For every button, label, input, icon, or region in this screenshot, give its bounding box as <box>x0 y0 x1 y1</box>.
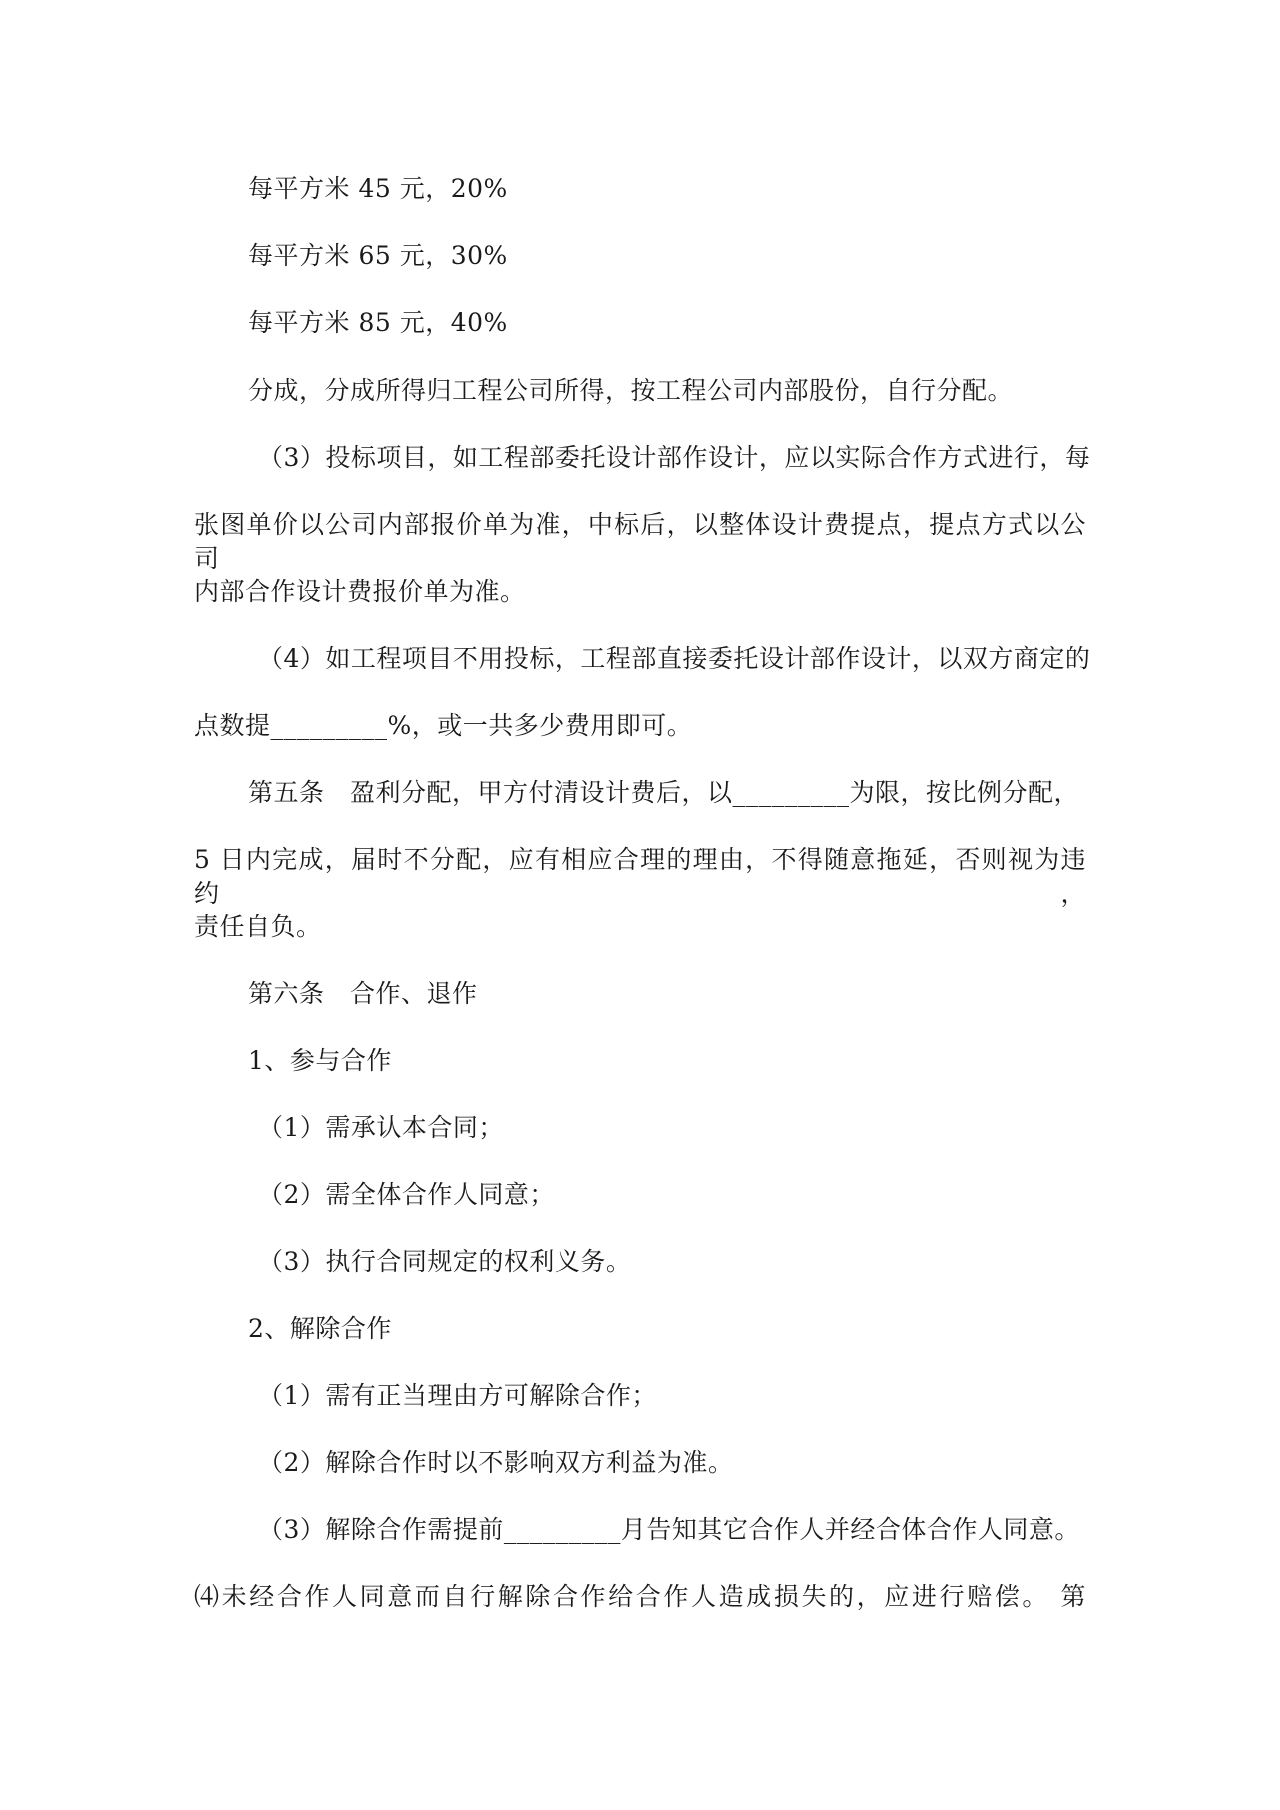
section-join-heading: 1、参与合作 <box>248 1046 392 1075</box>
join-item-1: （1）需承认本合同； <box>258 1113 504 1142</box>
article-5-line-2: 5 日内完成，届时不分配，应有相应合理的理由，不得随意拖延，否则视为违约， <box>194 845 1086 908</box>
article-5-line-1: 第五条 盈利分配，甲方付清设计费后，以_________为限，按比例分配， <box>248 778 1080 807</box>
exit-item-3: （3）解除合作需提前_________月告知其它合作人并经合体合作人同意。 <box>258 1515 1080 1544</box>
clause-3-line-1: （3）投标项目，如工程部委托设计部作设计，应以实际合作方式进行，每 <box>258 443 1091 472</box>
section-exit-heading: 2、解除合作 <box>248 1314 392 1343</box>
join-item-3: （3）执行合同规定的权利义务。 <box>258 1247 632 1276</box>
clause-4-line-2: 点数提_________%，或一共多少费用即可。 <box>194 711 693 740</box>
price-line-85: 每平方米 85 元，40% <box>248 308 508 337</box>
clause-3-line-3: 内部合作设计费报价单为准。 <box>194 577 526 606</box>
profit-share-paragraph: 分成，分成所得归工程公司所得，按工程公司内部股份，自行分配。 <box>248 376 1014 405</box>
join-item-2: （2）需全体合作人同意； <box>258 1180 555 1209</box>
exit-item-1: （1）需有正当理由方可解除合作； <box>258 1381 657 1410</box>
price-line-65: 每平方米 65 元，30% <box>248 241 508 270</box>
article-6-heading: 第六条 合作、退作 <box>248 979 478 1008</box>
clause-4-line-1: （4）如工程项目不用投标，工程部直接委托设计部作设计，以双方商定的 <box>258 644 1091 673</box>
article-5-line-3: 责任自负。 <box>194 912 322 941</box>
exit-item-4: ⑷未经合作人同意而自行解除合作给合作人造成损失的，应进行赔偿。 第 <box>194 1582 1086 1611</box>
price-line-45: 每平方米 45 元，20% <box>248 174 508 203</box>
exit-item-2: （2）解除合作时以不影响双方利益为准。 <box>258 1448 734 1477</box>
clause-3-line-2: 张图单价以公司内部报价单为准，中标后，以整体设计费提点，提点方式以公司 <box>194 510 1086 573</box>
